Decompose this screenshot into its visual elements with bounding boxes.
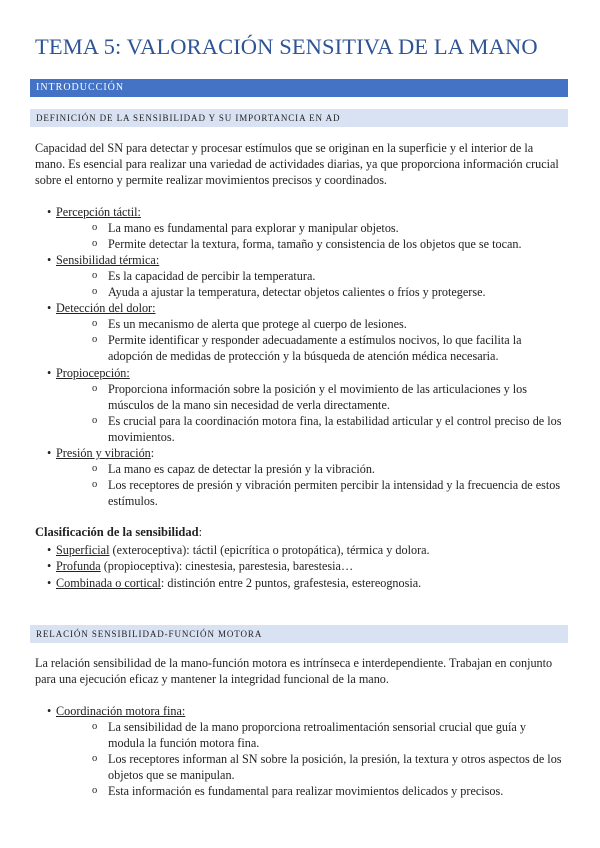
classification-label: Profunda bbox=[56, 559, 101, 573]
item-label: Presión y vibración bbox=[56, 446, 151, 460]
classification-row bbox=[56, 558, 353, 574]
relation-paragraph: La relación sensibilidad de la mano-función motora es intrínseca e interdependiente. Trabajan en conjunto para una ejecución eficaz y mantener la integridad funcional de la mano. bbox=[35, 656, 553, 687]
list-item bbox=[56, 445, 154, 461]
sub-list-item: o Los receptores de presión y vibración permiten percibir la intensidad y la frecuencia de estos estímulos. bbox=[108, 477, 564, 509]
sub-list-item: o Es un mecanismo de alerta que protege al cuerpo de lesiones. bbox=[108, 316, 564, 332]
item-label: Propiocepción: bbox=[56, 366, 130, 380]
classification-detail: : distinción entre 2 puntos, grafestesia, estereognosia. bbox=[160, 576, 422, 590]
page-title: TEMA 5: VALORACIÓN SENSITIVA DE LA MANO bbox=[35, 34, 538, 59]
definition-paragraph: Capacidad del SN para detectar y procesar estímulos que se originan en la superficie y el interior de la mano. Es esencial para realizar una variedad de actividades diarias, ya que proporciona información crucial sobre el entorno y permite realizar movimientos precisos y coordinados. bbox=[35, 141, 559, 188]
item-label: Detección del dolor: bbox=[56, 301, 156, 315]
item-label: Percepción táctil: bbox=[56, 205, 141, 219]
list-item bbox=[56, 252, 159, 268]
item-label: Coordinación motora fina: bbox=[56, 704, 186, 718]
sub-list-item: o La sensibilidad de la mano proporciona retroalimentación sensorial crucial que guía y modula la función motora fina. bbox=[108, 719, 564, 751]
classification-heading-text: Clasificación de la sensibilidad bbox=[35, 525, 199, 539]
classification-row bbox=[56, 542, 430, 558]
sub-list-item: o Permite identificar y responder adecuadamente a estímulos nocivos, lo que facilita la adopción de medidas de protección y la búsqueda de atención médica necesaria. bbox=[108, 332, 564, 364]
classification-label: Superficial bbox=[56, 543, 110, 557]
classification-detail: (propioceptiva): cinestesia, parestesia, barestesia… bbox=[100, 559, 354, 573]
list-item bbox=[56, 703, 185, 719]
sub-list-item: o Ayuda a ajustar la temperatura, detectar objetos calientes o fríos y protegerse. bbox=[108, 284, 564, 300]
classification-label: Combinada o cortical bbox=[56, 576, 161, 590]
sub-list-item: o Es crucial para la coordinación motora fina, la estabilidad articular y el control preciso de los movimientos. bbox=[108, 413, 564, 445]
classification-row bbox=[56, 575, 421, 591]
item-label: Sensibilidad térmica: bbox=[56, 253, 160, 267]
subsection-header-relacion: RELACIÓN SENSIBILIDAD-FUNCIÓN MOTORA bbox=[30, 625, 568, 643]
section-header-introduccion: INTRODUCCIÓN bbox=[30, 79, 568, 97]
list-item bbox=[56, 204, 141, 220]
subsection-header-definicion: DEFINICIÓN DE LA SENSIBILIDAD Y SU IMPORTANCIA EN AD bbox=[30, 109, 568, 127]
classification-heading-suffix: : bbox=[198, 525, 203, 539]
sub-list-item: o Esta información es fundamental para realizar movimientos delicados y precisos. bbox=[108, 783, 564, 799]
sub-list-item: o La mano es capaz de detectar la presión y la vibración. bbox=[108, 461, 564, 477]
sub-list-item: o La mano es fundamental para explorar y manipular objetos. bbox=[108, 220, 564, 236]
sub-list-item: o Los receptores informan al SN sobre la posición, la presión, la textura y otros aspectos de los objetos que se manipulan. bbox=[108, 751, 564, 783]
list-item bbox=[56, 365, 130, 381]
item-label-suffix: : bbox=[150, 446, 155, 460]
classification-detail: (exteroceptiva): táctil (epicrítica o protopática), térmica y dolora. bbox=[109, 543, 430, 557]
classification-heading bbox=[35, 524, 202, 540]
sub-list-item: o Proporciona información sobre la posición y el movimiento de las articulaciones y los músculos de la mano sin necesidad de verla directamente. bbox=[108, 381, 564, 413]
list-item bbox=[56, 300, 156, 316]
sub-list-item: o Es la capacidad de percibir la temperatura. bbox=[108, 268, 564, 284]
sub-list-item: o Permite detectar la textura, forma, tamaño y consistencia de los objetos que se tocan. bbox=[108, 236, 564, 252]
